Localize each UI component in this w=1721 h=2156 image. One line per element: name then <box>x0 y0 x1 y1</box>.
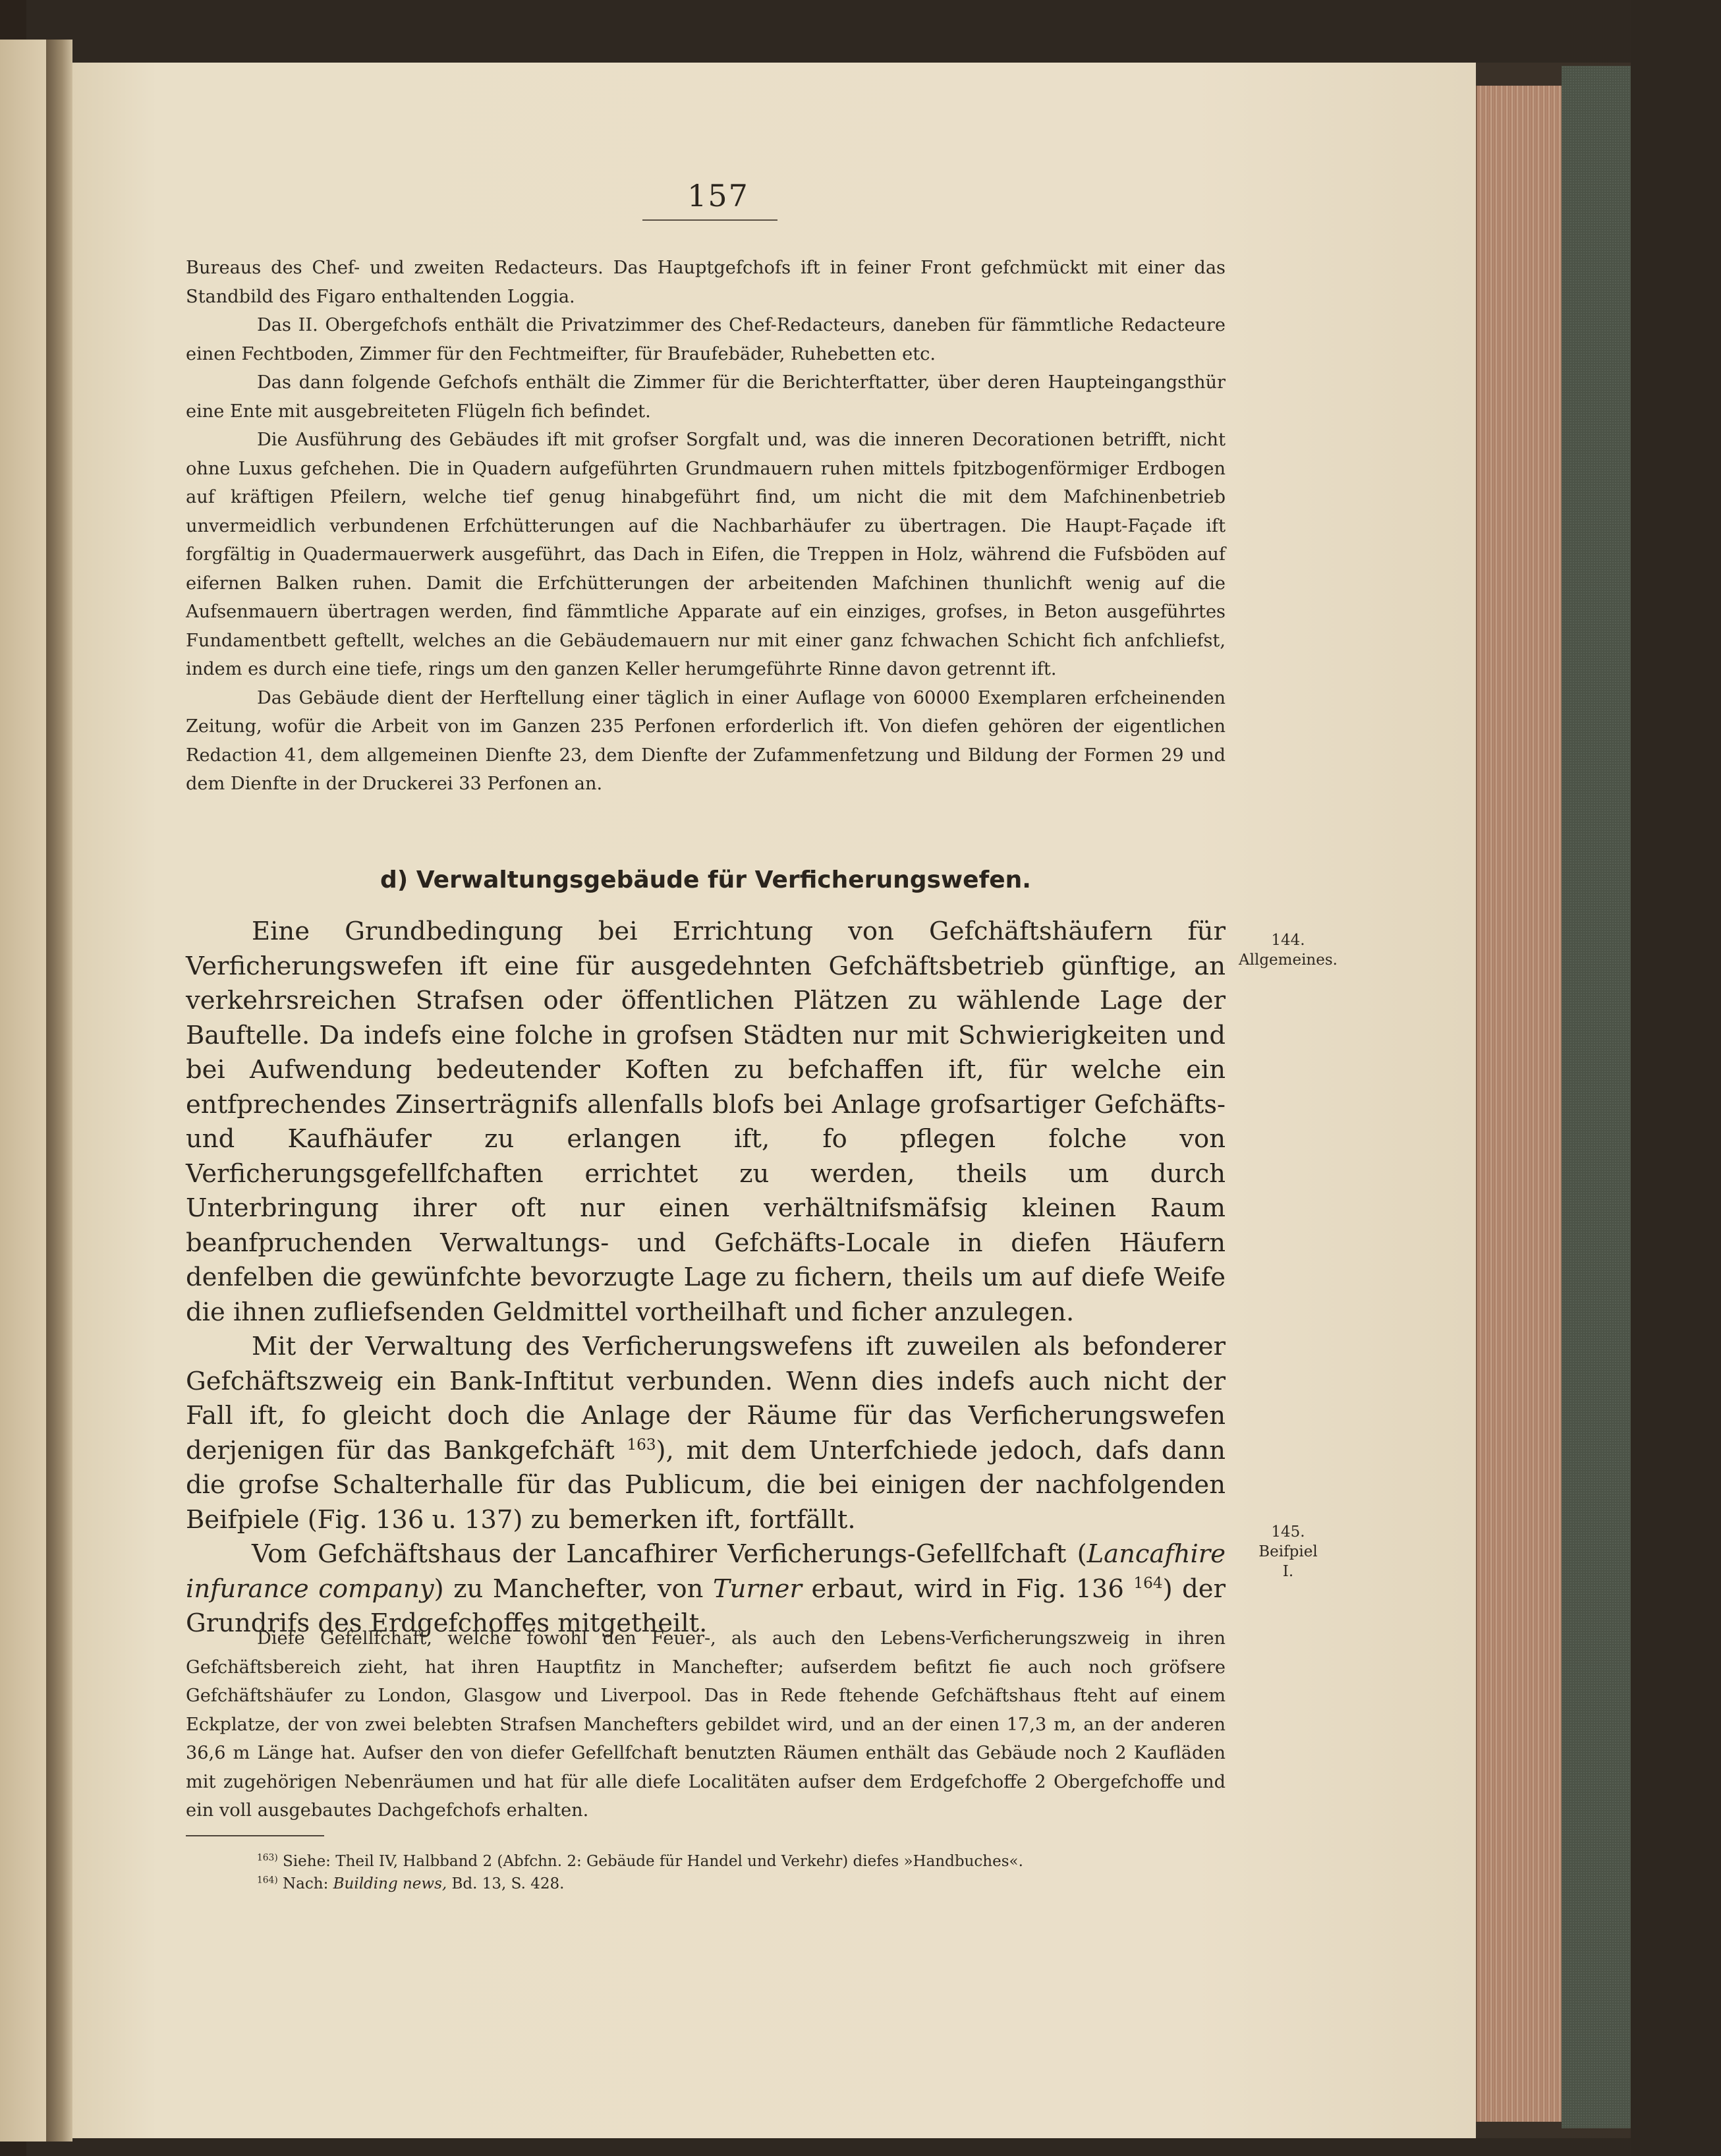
margin-note-label: I. <box>1282 1563 1294 1580</box>
footnote-164 <box>257 1873 1212 1895</box>
paragraph: Das dann folgende Gefchofs enthält die Zimmer für die Berichterftatter, über deren Haupteingangsthür eine Ente mit ausgebreiteten Flügeln fich befindet. <box>186 372 1226 422</box>
margin-note-label: Beifpiel <box>1258 1543 1318 1560</box>
paragraph: Bureaus des Chef- und zweiten Redacteurs. Das Hauptgefchofs ift in feiner Front gefchmückt mit einer das Standbild des Figaro enthaltenden Loggia. <box>186 258 1226 307</box>
footnote-text: Nach: <box>283 1875 333 1892</box>
book-cover <box>1562 66 1633 2128</box>
margin-note-145 <box>1239 1522 1338 1581</box>
scan-background-top <box>26 0 1631 63</box>
paragraph: Diefe Gefellfchaft, welche fowohl den Feuer-, als auch den Lebens-Verficherungszweig in ihren Gefchäftsbereich zieht, hat ihren Hauptfitz in Manchefter; aufserdem befitzt fie auch noch gröfsere Gefchäftshäufer zu London, Glasgow und Liverpool. Das in Rede ftehende Gefchäftshaus fteht auf einem Eckplatze, der von zwei belebten Strafsen Manchefters gebildet wird, und an der einen 17,3 m, an der anderen 36,6 m Länge hat. Aufser den von diefer Gefellfchaft benutzten Räumen enthält das Gebäude noch 2 Kaufläden mit zugehörigen Nebenräumen und hat für alle diefe Localitäten aufser dem Erdgefchoffe 2 Obergefchoffe und ein voll ausgebautes Dachgefchofs erhalten. <box>186 1628 1226 1821</box>
page-number: 157 <box>687 178 749 213</box>
paragraph: Das II. Obergefchofs enthält die Privatzimmer des Chef-Redacteurs, daneben für fämmtliche Redacteure einen Fechtboden, Zimmer für den Fechtmeifter, für Braufebäder, Ruhebetten etc. <box>186 315 1226 364</box>
margin-note-144 <box>1239 930 1338 970</box>
paragraph: Das Gebäude dient der Herftellung einer täglich in einer Auflage von 60000 Exemplaren erfcheinenden Zeitung, wofür die Arbeit von im Ganzen 235 Perfonen erforderlich ift. Von diefen gehören der eigentlichen Redaction 41, dem allgemeinen Dienfte 23, dem Dienfte der Zufammenfetzung und Bildung der Formen 29 und dem Dienfte in der Druckerei 33 Perfonen an. <box>186 687 1226 794</box>
footnote-text: Siehe: Theil IV, Halbband 2 (Abfchn. 2: Gebäude für Handel und Verkehr) diefes »Handbuches«. <box>283 1853 1023 1870</box>
footnote-source-title: Building news, <box>333 1875 447 1892</box>
footnote-marker: 163) <box>257 1852 278 1863</box>
text-run: ) zu Manchefter, von <box>434 1574 713 1604</box>
book-gutter <box>46 40 72 2142</box>
margin-note-label: Allgemeines. <box>1239 951 1338 969</box>
page-number-rule <box>642 219 777 221</box>
italic-text: Lancafhire infurance company <box>186 1539 1226 1604</box>
text-run: ), mit dem Unterfchiede jedoch, dafs dann die grofse Schalterhalle für das Publicum, die bei einigen der nachfolgenden Beifpiele (Fig. 136 u. 137) zu bemerken ift, fortfällt. <box>186 1435 1226 1535</box>
footnote-marker: 164) <box>257 1875 278 1886</box>
margin-note-number: 145. <box>1271 1523 1305 1541</box>
margin-note-number: 144. <box>1271 932 1305 949</box>
scan-background-bottom <box>26 2138 1631 2156</box>
paragraph: Die Ausführung des Gebäudes ift mit grofser Sorgfalt und, was die inneren Decorationen betrifft, nicht ohne Luxus gefchehen. Die in Quadern aufgeführten Grundmauern ruhen mittels fpitzbogenförmiger Erdbogen auf kräftigen Pfeilern, welche tief genug hinabgeführt find, um nicht die mit dem Mafchinenbetrieb unvermeidlich verbundenen Erfchütterungen auf die Nachbarhäufer zu übertragen. Die Haupt-Façade ift forgfältig in Quadermauerwerk ausgeführt, das Dach in Eifen, die Treppen in Holz, während die Fufsböden auf eifernen Balken ruhen. Damit die Erfchütterungen der arbeitenden Mafchinen thunlichft wenig auf die Aufsenmauern übertragen werden, find fämmtliche Apparate auf ein einziges, grofses, in Beton ausgeführtes Fundamentbett geftellt, welches an die Gebäudemauern nur mit einer ganz fchwachen Schicht fich anfchliefst, indem es durch eine tiefe, rings um den ganzen Keller herumgeführte Rinne davon getrennt ift. <box>186 430 1226 679</box>
text-run: Vom Gefchäftshaus der Lancafhirer Verficherungs-Gefellfchaft ( <box>252 1539 1087 1569</box>
section-heading: d) Verwaltungsgebäude für Verficherungswefen. <box>380 866 1031 894</box>
facing-page-edge <box>0 40 47 2142</box>
footnote-text: Bd. 13, S. 428. <box>447 1875 565 1892</box>
lower-text-block <box>186 1624 1226 1825</box>
text-run: erbaut, wird in Fig. 136 <box>801 1574 1134 1604</box>
paragraph: Eine Grundbedingung bei Errichtung von Gefchäftshäufern für Verficherungswefen ift eine für ausgedehnten Gefchäftsbetrieb günftige, an verkehrsreichen Strafsen oder öffentlichen Plätzen zu wählende Lage der Bauftelle. Da indefs eine folche in grofsen Städten nur mit Schwierigkeiten und bei Aufwendung bedeutender Koften zu befchaffen ift, für welche ein entfprechendes Zinserträgnifs allenfalls blofs bei Anlage grofsartiger Gefchäfts- und Kaufhäufer zu erlangen ift, fo pflegen folche von Verficherungsgefellfchaften errichtet zu werden, theils um durch Unterbringung ihrer oft nur einen verhältnifsmäfsig kleinen Raum beanfpruchenden Verwaltungs- und Gefchäfts-Locale in diefen Häufern denfelben die gewünfchte bevorzugte Lage zu fichern, theils um auf diefe Weife die ihnen zufliefsenden Geldmittel vortheilhaft und ficher anzulegen. <box>186 917 1226 1327</box>
footnotes <box>257 1850 1212 1895</box>
footnote-reference: 164 <box>1133 1574 1163 1592</box>
page-stack-edge <box>1476 86 1563 2122</box>
upper-text-block <box>186 254 1226 799</box>
italic-text: Turner <box>713 1574 802 1604</box>
footnote-163 <box>257 1850 1212 1873</box>
scan-background-right <box>1631 0 1721 2156</box>
footnote-reference: 163 <box>627 1436 656 1454</box>
main-text-block <box>186 915 1226 1641</box>
text-run: Mit der Verwaltung des Verficherungswefens ift zuweilen als befonderer Gefchäftszweig ein Bank-Inftitut verbunden. Wenn dies indefs auch nicht der Fall ift, fo gleicht doch die Anlage der Räume für das Verficherungswefen derjenigen für das Bankgefchäft <box>186 1332 1226 1465</box>
text-run: ) der Grundrifs des Erdgefchoffes mitgetheilt. <box>186 1574 1226 1638</box>
footnote-rule <box>186 1835 324 1836</box>
paragraph <box>186 1330 1226 1537</box>
